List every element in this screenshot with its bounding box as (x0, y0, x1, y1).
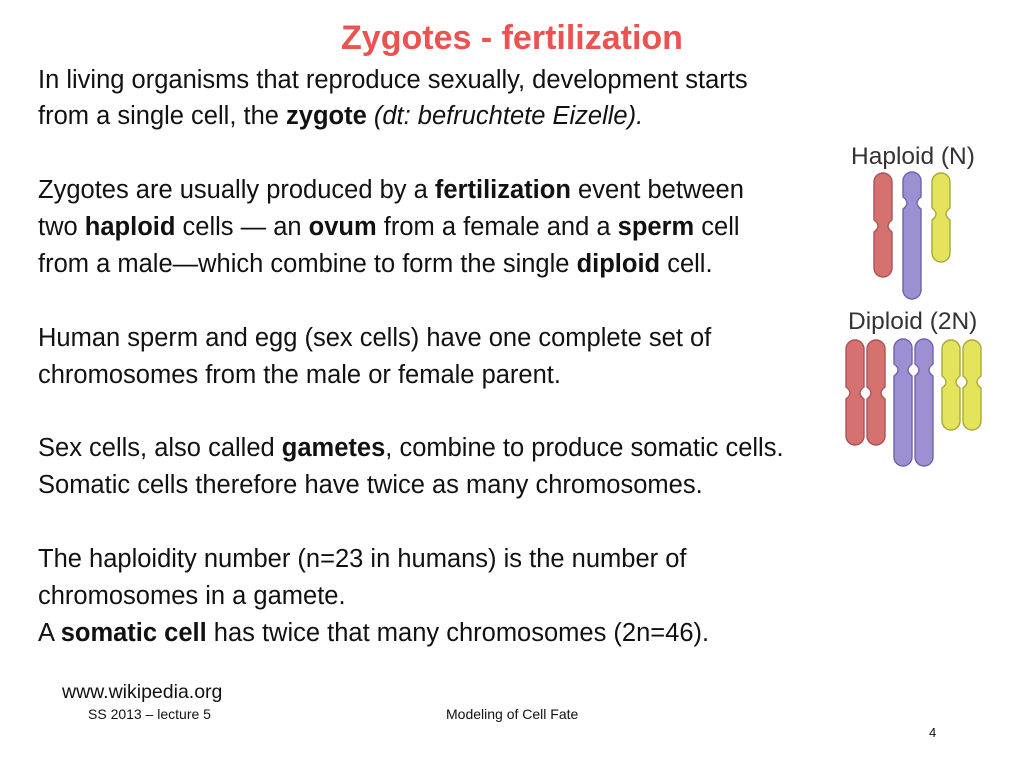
source-credit: www.wikipedia.org (62, 681, 223, 703)
text-segment: The haploidity number (n=23 in humans) is the number of (38, 545, 687, 574)
term-ovum: ovum (308, 213, 377, 242)
german-translation: (dt: befruchtete Eizelle). (366, 102, 644, 131)
text-line (38, 246, 828, 283)
diploid-chromosome-purple-2 (915, 339, 933, 466)
text-line (38, 62, 828, 99)
chromosome-diagram (840, 165, 990, 475)
paragraph-haploidity-number (38, 541, 828, 652)
text-segment: has twice that many chromosomes (2n=46). (206, 618, 710, 647)
diploid-chromosome-yellow-1 (942, 340, 960, 430)
slide-title: Zygotes - fertilization (341, 19, 683, 57)
text-line (38, 172, 828, 209)
paragraph-sex-cells (38, 320, 828, 394)
text-segment: chromosomes from the male or female parent. (38, 360, 561, 389)
term-zygote: zygote (286, 102, 367, 131)
term-somatic-cell: somatic cell (60, 618, 207, 647)
text-segment: In living organisms that reproduce sexually, development starts (38, 65, 748, 94)
diploid-chromosome-red-1 (846, 340, 864, 445)
haploid-chromosome-purple (903, 172, 921, 299)
text-segment: from a male—which combine to form the single (38, 249, 577, 278)
text-segment: Sex cells, also called (38, 434, 282, 463)
text-line (38, 98, 828, 135)
haploid-chromosome-red (874, 173, 892, 277)
text-segment: two (38, 213, 85, 242)
diploid-chromosome-purple-1 (894, 339, 912, 466)
paragraph-gametes (38, 430, 828, 504)
paragraph-zygote-definition (38, 62, 828, 136)
text-segment: event between (570, 176, 744, 205)
text-segment: cell (694, 213, 740, 242)
text-line (38, 209, 828, 246)
diploid-chromosome-yellow-2 (963, 340, 981, 430)
text-segment: Human sperm and egg (sex cells) have one complete set of (38, 323, 712, 352)
text-line (38, 430, 828, 467)
text-segment: A (38, 618, 61, 647)
text-line (38, 578, 828, 615)
diploid-chromosome-red-2 (867, 340, 885, 445)
text-line (38, 541, 828, 578)
text-segment: cell. (660, 249, 713, 278)
haploid-chromosome-yellow (932, 173, 950, 262)
text-segment: from a female and a (376, 213, 618, 242)
paragraph-fertilization (38, 172, 828, 283)
term-diploid: diploid (576, 249, 661, 278)
text-segment: , combine to produce somatic cells. (385, 434, 784, 463)
term-fertilization: fertilization (434, 176, 571, 205)
haploid-chromosome-set (874, 172, 950, 299)
footer-course: SS 2013 – lecture 5 (88, 706, 211, 722)
footer-lecture-title: Modeling of Cell Fate (446, 706, 579, 722)
page-number: 4 (929, 725, 937, 740)
text-segment: Somatic cells therefore have twice as many chromosomes. (38, 471, 703, 500)
text-line (38, 357, 828, 394)
text-line (38, 467, 828, 504)
term-gametes: gametes (281, 434, 386, 463)
haploid-label: Haploid (N) (851, 143, 975, 170)
text-line (38, 615, 828, 652)
diploid-chromosome-set (846, 339, 981, 466)
text-segment: from a single cell, the (38, 102, 287, 131)
text-line (38, 320, 828, 357)
diploid-label: Diploid (2N) (848, 308, 978, 335)
term-sperm: sperm (617, 213, 695, 242)
body-text (38, 62, 828, 689)
term-haploid: haploid (84, 213, 176, 242)
text-segment: Zygotes are usually produced by a (38, 176, 435, 205)
text-segment: chromosomes in a gamete. (38, 581, 346, 610)
text-segment: cells — an (175, 213, 309, 242)
